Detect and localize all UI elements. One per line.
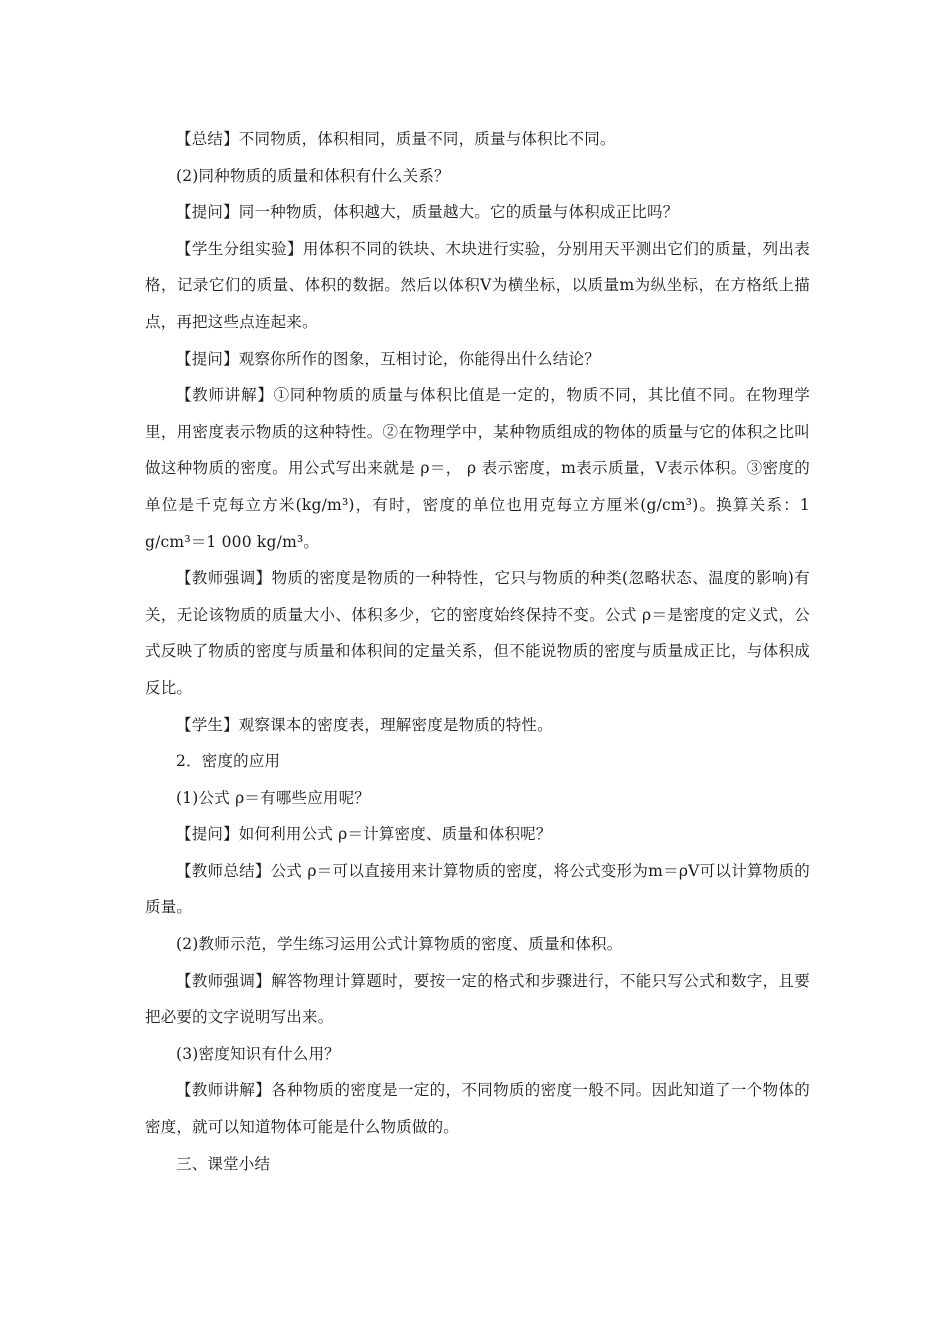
paragraph-student-density-table: 【学生】观察课本的密度表，理解密度是物质的特性。 — [176, 715, 553, 734]
paragraph-ask-formula-calc: 【提问】如何利用公式 ρ＝计算密度、质量和体积呢？ — [176, 825, 552, 844]
paragraph-ask-proportional: 【提问】同一种物质，体积越大，质量越大。它的质量与体积成正比吗？ — [176, 203, 679, 222]
document-body — [145, 121, 816, 1182]
paragraph-teacher-emphasis-property: 【教师强调】物质的密度是物质的一种特性，它只与物质的种类(忽略状态、温度的影响)有关，无论该物质的质量大小、体积多少，它的密度始终保持不变。公式 ρ＝是密度的定义式，公式反映了物质的密度与质量和体积间的定量关系，但不能说物质的密度与质量成正比，与体积成反比。 — [145, 569, 810, 697]
paragraph-question-2: (2)同种物质的质量和体积有什么关系？ — [176, 166, 450, 185]
section-heading-density-application: 2．密度的应用 — [176, 752, 281, 771]
section-heading-class-summary: 三、课堂小结 — [176, 1154, 271, 1173]
paragraph-group-experiment: 【学生分组实验】用体积不同的铁块、木块进行实验，分别用天平测出它们的质量，列出表格，记录它们的质量、体积的数据。然后以体积V为横坐标，以质量m为纵坐标，在方格纸上描点，再把这些点连起来。 — [145, 239, 810, 331]
paragraph-teacher-explain-identify: 【教师讲解】各种物质的密度是一定的，不同物质的密度一般不同。因此知道了一个物体的密度，就可以知道物体可能是什么物质做的。 — [145, 1081, 810, 1137]
paragraph-teacher-explain-density: 【教师讲解】①同种物质的质量与体积比值是一定的，物质不同，其比值不同。在物理学里，用密度表示物质的这种特性。②在物理学中，某种物质组成的物体的质量与它的体积之比叫做这种物质的密度。用公式写出来就是 ρ＝， ρ 表示密度，m表示质量，V表示体积。③密度的单位是千克每立方米(kg/m³)，有时，密度的单位也用克每立方厘米(g/cm³)。换算关系：1 g/cm³＝1 000 kg/m³。 — [145, 386, 816, 551]
paragraph-question-formula-use: (1)公式 ρ＝有哪些应用呢？ — [176, 788, 370, 807]
paragraph-ask-conclusion: 【提问】观察你所作的图象，互相讨论，你能得出什么结论？ — [176, 349, 600, 368]
paragraph-teacher-demo: (2)教师示范，学生练习运用公式计算物质的密度、质量和体积。 — [176, 935, 623, 954]
paragraph-teacher-emphasis-format: 【教师强调】解答物理计算题时，要按一定的格式和步骤进行，不能只写公式和数字，且要把必要的文字说明写出来。 — [145, 971, 810, 1027]
paragraph-teacher-summary-formula: 【教师总结】公式 ρ＝可以直接用来计算物质的密度，将公式变形为m＝ρV可以计算物质的质量。 — [145, 861, 810, 917]
paragraph-question-3: (3)密度知识有什么用？ — [176, 1044, 340, 1063]
paragraph-summary: 【总结】不同物质，体积相同，质量不同，质量与体积比不同。 — [176, 130, 616, 148]
